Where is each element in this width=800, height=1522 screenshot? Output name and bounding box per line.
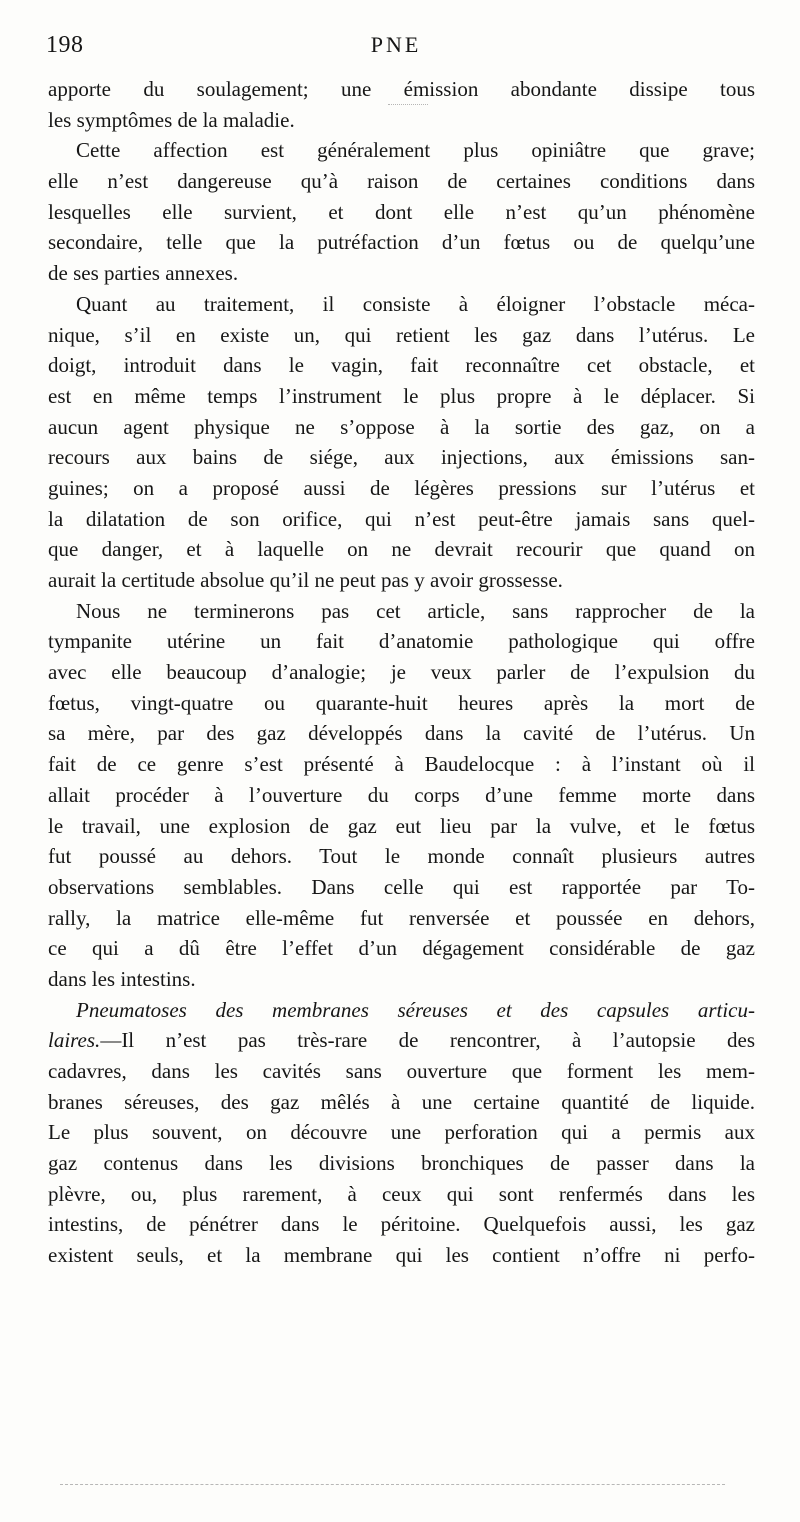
text-line: elle n’est dangereuse qu’à raison de certaines conditions dans — [48, 169, 755, 194]
text-line: lesquelles elle survient, et dont elle n’est qu’un phénomène — [48, 199, 755, 224]
text-line: Nous ne terminerons pas cet article, sans rapprocher de la — [76, 598, 755, 623]
text-line: de ses parties annexes. — [48, 261, 239, 286]
text-line: recours aux bains de siége, aux injections, aux émissions san- — [48, 445, 755, 470]
text-line: fut poussé au dehors. Tout le monde connaît plusieurs autres — [48, 844, 755, 869]
text-line: Cette affection est généralement plus opiniâtre que grave; — [76, 138, 755, 163]
running-title: PNE — [370, 32, 422, 57]
text-line: fœtus, vingt-quatre ou quarante-huit heures après la mort de — [48, 690, 755, 715]
text-line: intestins, de pénétrer dans le péritoine. Quelquefois aussi, les gaz — [48, 1212, 755, 1237]
text-line: aurait la certitude absolue qu’il ne peut pas y avoir grossesse. — [48, 568, 563, 592]
text-line: guines; on a proposé aussi de légères pressions sur l’utérus et — [48, 475, 755, 500]
main-paragraphs — [48, 74, 755, 995]
text-line: Le plus souvent, on découvre une perforation qui a permis aux — [48, 1120, 755, 1145]
text-line: gaz contenus dans les divisions bronchiques de passer dans la — [48, 1151, 755, 1176]
text-line: existent seuls, et la membrane qui les contient n’offre ni perfo- — [48, 1243, 755, 1268]
bottom-rule — [60, 1484, 725, 1485]
text-line: sa mère, par des gaz développés dans la cavité de l’utérus. Un — [48, 721, 755, 746]
section-lead-text: —Il n’est pas très-rare de rencontrer, à l’autopsie des — [100, 1028, 755, 1053]
text-line: cadavres, dans les cavités sans ouverture que forment les mem- — [48, 1059, 755, 1083]
text-line: le travail, une explosion de gaz eut lieu par la vulve, et le fœtus — [48, 813, 755, 838]
section-heading-line — [48, 995, 755, 1026]
text-line: allait procéder à l’ouverture du corps d’une femme morte dans — [48, 782, 755, 807]
body-text — [48, 74, 755, 1271]
section-heading-part-2: laires. — [48, 1028, 101, 1053]
text-line: apporte du soulagement; une émission abondante dissipe tous — [48, 77, 755, 101]
section-heading-part-1: Pneumatoses des membranes séreuses et des capsules articu- — [76, 997, 755, 1022]
text-line: aucun agent physique ne s’oppose à la sortie des gaz, on a — [48, 414, 755, 439]
text-line: que danger, et à laquelle on ne devrait recourir que quand on — [48, 537, 755, 562]
text-line: doigt, introduit dans le vagin, fait reconnaître cet obstacle, et — [48, 353, 755, 378]
text-line: plèvre, ou, plus rarement, à ceux qui sont renfermés dans les — [48, 1181, 755, 1206]
text-line: dans les intestins. — [48, 966, 196, 991]
text-line: fait de ce genre s’est présenté à Baudelocque : à l’instant où il — [48, 752, 755, 777]
text-line: secondaire, telle que la putréfaction d’un fœtus ou de quelqu’une — [48, 230, 755, 255]
text-line: avec elle beaucoup d’analogie; je veux parler de l’expulsion du — [48, 660, 755, 685]
text-line: rally, la matrice elle-même fut renversée et poussée en dehors, — [48, 905, 755, 930]
page-number: 198 — [46, 32, 84, 58]
text-line: ce qui a dû être l’effet d’un dégagement considérable de gaz — [48, 936, 755, 961]
text-line: les symptômes de la maladie. — [48, 107, 295, 132]
text-line: nique, s’il en existe un, qui retient les gaz dans l’utérus. Le — [48, 322, 755, 347]
text-line: Quant au traitement, il consiste à éloigner l’obstacle méca- — [76, 291, 755, 316]
text-line: observations semblables. Dans celle qui est rapportée par To- — [48, 874, 755, 899]
section-heading-line-2 — [48, 1025, 755, 1056]
text-line: est en même temps l’instrument le plus propre à le déplacer. Si — [48, 383, 755, 408]
text-line: branes séreuses, des gaz mêlés à une certaine quantité de liquide. — [48, 1089, 755, 1114]
pneumatoses-paragraph — [48, 1056, 755, 1271]
text-line: tympanite utérine un fait d’anatomie pathologique qui offre — [48, 629, 755, 654]
text-line: la dilatation de son orifice, qui n’est peut-être jamais sans quel- — [48, 506, 755, 531]
running-head — [46, 32, 746, 60]
